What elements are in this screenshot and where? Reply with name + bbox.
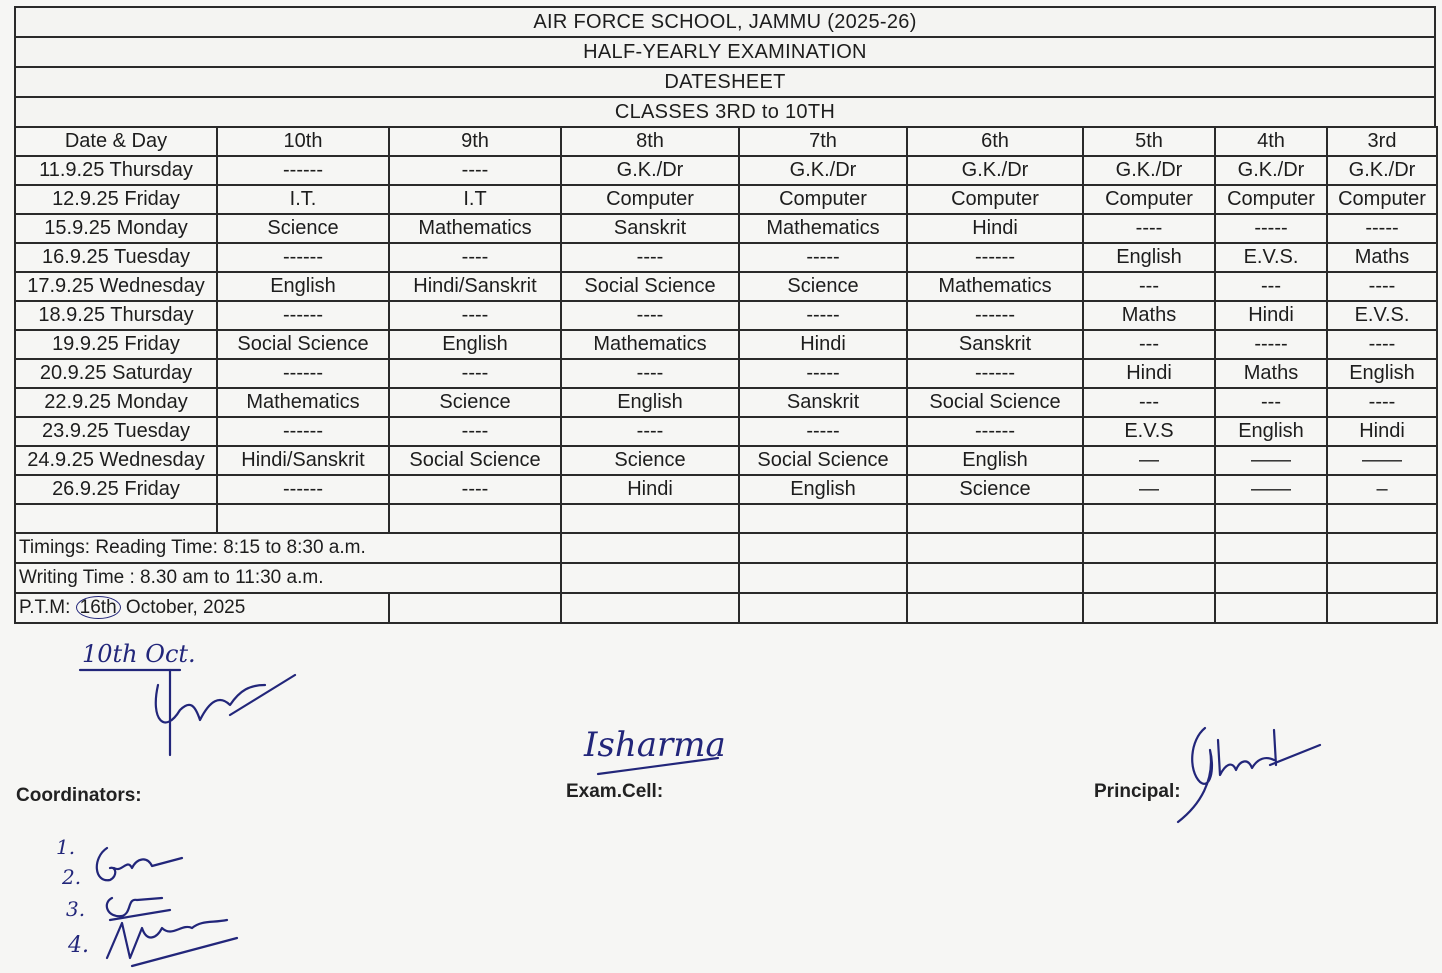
subject-cell: Mathematics: [739, 214, 907, 243]
subject-cell: G.K./Dr: [1327, 156, 1437, 185]
subject-cell: —: [1083, 446, 1215, 475]
subject-cell: Hindi: [561, 475, 739, 504]
handwritten-note-and-signature: [70, 630, 310, 765]
subject-cell: ---: [1083, 388, 1215, 417]
table-header-row: [15, 127, 1437, 156]
date-cell: 16.9.25 Tuesday: [15, 243, 217, 272]
subject-cell: ------: [217, 243, 389, 272]
writing-time-row: [15, 563, 1437, 593]
column-header: 4th: [1215, 127, 1327, 156]
subject-cell: G.K./Dr: [907, 156, 1083, 185]
date-cell: 12.9.25 Friday: [15, 185, 217, 214]
subject-cell: ------: [907, 417, 1083, 446]
handwritten-note: 10th Oct.: [82, 640, 196, 668]
table-row: [15, 388, 1437, 417]
subject-cell: Maths: [1083, 301, 1215, 330]
table-row: [15, 446, 1437, 475]
subject-cell: -----: [739, 243, 907, 272]
subject-cell: English: [1215, 417, 1327, 446]
subject-cell: Sanskrit: [907, 330, 1083, 359]
column-header: 10th: [217, 127, 389, 156]
subject-cell: Science: [907, 475, 1083, 504]
subject-cell: ----: [389, 301, 561, 330]
subject-cell: I.T: [389, 185, 561, 214]
coordinator-number: 2.: [62, 865, 82, 889]
column-header: 8th: [561, 127, 739, 156]
table-row: [15, 359, 1437, 388]
subject-cell: ——: [1215, 446, 1327, 475]
subject-cell: English: [217, 272, 389, 301]
subject-cell: -----: [739, 301, 907, 330]
principal-signature: [1170, 710, 1340, 830]
subject-cell: Hindi: [1215, 301, 1327, 330]
column-header: 9th: [389, 127, 561, 156]
subject-cell: Hindi: [907, 214, 1083, 243]
subject-cell: Hindi: [1083, 359, 1215, 388]
subject-cell: Computer: [1083, 185, 1215, 214]
subject-cell: Science: [217, 214, 389, 243]
subject-cell: English: [739, 475, 907, 504]
ptm-label: P.T.M:: [19, 597, 76, 618]
subject-cell: Computer: [907, 185, 1083, 214]
exam-cell-label: Exam.Cell:: [566, 781, 664, 802]
table-row: [15, 272, 1437, 301]
coordinator-signature: [156, 670, 295, 755]
subject-cell: ----: [389, 475, 561, 504]
subject-cell: ----: [1327, 388, 1437, 417]
subject-cell: ------: [907, 243, 1083, 272]
subject-cell: ------: [217, 359, 389, 388]
column-header: 6th: [907, 127, 1083, 156]
subject-cell: Maths: [1327, 243, 1437, 272]
subject-cell: I.T.: [217, 185, 389, 214]
subject-cell: Science: [561, 446, 739, 475]
coordinators-signatures: [52, 828, 262, 973]
subject-cell: English: [1327, 359, 1437, 388]
subject-cell: Hindi: [739, 330, 907, 359]
subject-cell: G.K./Dr: [1215, 156, 1327, 185]
subject-cell: —: [1083, 475, 1215, 504]
subject-cell: -----: [739, 417, 907, 446]
subject-cell: Social Science: [907, 388, 1083, 417]
subject-cell: English: [1083, 243, 1215, 272]
datesheet: [14, 6, 1436, 624]
school-name: AIR FORCE SCHOOL, JAMMU (2025-26): [533, 10, 917, 33]
subject-cell: ----: [389, 156, 561, 185]
table-row: [15, 330, 1437, 359]
subject-cell: ----: [389, 243, 561, 272]
ptm-month-year: October, 2025: [120, 597, 246, 618]
subject-cell: ----: [1327, 272, 1437, 301]
subject-cell: ---: [1083, 272, 1215, 301]
subject-cell: Computer: [561, 185, 739, 214]
subject-cell: -----: [1215, 330, 1327, 359]
blank-row: [15, 504, 1437, 533]
coordinator-signature-3: [107, 920, 237, 966]
subject-cell: -----: [739, 359, 907, 388]
exam-cell-signature-text: Isharma: [584, 725, 726, 765]
subject-cell: Science: [389, 388, 561, 417]
table-row: [15, 417, 1437, 446]
subject-cell: Mathematics: [217, 388, 389, 417]
subject-cell: Hindi/Sanskrit: [217, 446, 389, 475]
subject-cell: E.V.S.: [1215, 243, 1327, 272]
subject-cell: Science: [739, 272, 907, 301]
date-cell: 23.9.25 Tuesday: [15, 417, 217, 446]
table-row: [15, 156, 1437, 185]
subject-cell: ----: [561, 417, 739, 446]
coordinator-number: 4.: [68, 933, 89, 958]
date-cell: 18.9.25 Thursday: [15, 301, 217, 330]
subject-cell: Mathematics: [389, 214, 561, 243]
date-cell: 22.9.25 Monday: [15, 388, 217, 417]
subject-cell: ------: [217, 417, 389, 446]
exam-cell-signature: [578, 712, 738, 782]
coordinator-signature-2: [107, 898, 170, 920]
subject-cell: Mathematics: [907, 272, 1083, 301]
ptm-date: [15, 593, 389, 623]
subject-cell: ----: [561, 301, 739, 330]
column-header: 3rd: [1327, 127, 1437, 156]
subject-cell: ----: [389, 417, 561, 446]
school-title: [14, 6, 1436, 36]
subject-cell: English: [907, 446, 1083, 475]
subject-cell: G.K./Dr: [739, 156, 907, 185]
subject-cell: E.V.S: [1083, 417, 1215, 446]
subject-cell: Computer: [739, 185, 907, 214]
coordinators-label: Coordinators:: [16, 785, 142, 806]
subject-cell: ---: [1215, 272, 1327, 301]
subject-cell: Social Science: [739, 446, 907, 475]
subject-cell: Computer: [1327, 185, 1437, 214]
column-header: Date & Day: [15, 127, 217, 156]
subject-cell: Hindi/Sanskrit: [389, 272, 561, 301]
subject-cell: ------: [217, 156, 389, 185]
subject-cell: Social Science: [217, 330, 389, 359]
table-row: [15, 214, 1437, 243]
date-cell: 15.9.25 Monday: [15, 214, 217, 243]
coordinator-signature-1: [97, 848, 182, 880]
table-row: [15, 475, 1437, 504]
subject-cell: Sanskrit: [561, 214, 739, 243]
date-cell: 17.9.25 Wednesday: [15, 272, 217, 301]
subject-cell: ----: [561, 243, 739, 272]
subject-cell: ----: [389, 359, 561, 388]
ptm-day: 16th: [76, 596, 121, 619]
coordinator-number: 3.: [66, 897, 86, 921]
subject-cell: ------: [907, 301, 1083, 330]
doc-title: DATESHEET: [664, 70, 786, 93]
subject-cell: -----: [1215, 214, 1327, 243]
classes-title: CLASSES 3RD to 10TH: [614, 100, 836, 123]
subject-cell: English: [561, 388, 739, 417]
subject-cell: Hindi: [1327, 417, 1437, 446]
date-cell: 19.9.25 Friday: [15, 330, 217, 359]
exam-title-row: [14, 36, 1436, 66]
subject-cell: English: [389, 330, 561, 359]
table-row: [15, 243, 1437, 272]
subject-cell: Mathematics: [561, 330, 739, 359]
reading-time: Timings: Reading Time: 8:15 to 8:30 a.m.: [15, 533, 561, 563]
writing-time: Writing Time : 8.30 am to 11:30 a.m.: [15, 563, 561, 593]
reading-time-row: [15, 533, 1437, 563]
subject-cell: ——: [1327, 446, 1437, 475]
exam-title: HALF-YEARLY EXAMINATION: [583, 40, 867, 63]
date-cell: 11.9.25 Thursday: [15, 156, 217, 185]
coordinator-number: 1.: [56, 835, 76, 859]
doc-title-row: [14, 66, 1436, 96]
datesheet-table: [14, 126, 1438, 624]
subject-cell: Social Science: [561, 272, 739, 301]
subject-cell: –: [1327, 475, 1437, 504]
subject-cell: ---: [1215, 388, 1327, 417]
subject-cell: ----: [561, 359, 739, 388]
subject-cell: ----: [1327, 330, 1437, 359]
subject-cell: ——: [1215, 475, 1327, 504]
subject-cell: Computer: [1215, 185, 1327, 214]
table-row: [15, 185, 1437, 214]
subject-cell: G.K./Dr: [561, 156, 739, 185]
column-header: 5th: [1083, 127, 1215, 156]
subject-cell: G.K./Dr: [1083, 156, 1215, 185]
subject-cell: Social Science: [389, 446, 561, 475]
subject-cell: ------: [217, 475, 389, 504]
subject-cell: Sanskrit: [739, 388, 907, 417]
table-row: [15, 301, 1437, 330]
subject-cell: ----: [1083, 214, 1215, 243]
date-cell: 26.9.25 Friday: [15, 475, 217, 504]
subject-cell: Maths: [1215, 359, 1327, 388]
principal-label: Principal:: [1094, 781, 1181, 802]
date-cell: 20.9.25 Saturday: [15, 359, 217, 388]
subject-cell: -----: [1327, 214, 1437, 243]
ptm-row: [15, 593, 1437, 623]
column-header: 7th: [739, 127, 907, 156]
subject-cell: ------: [217, 301, 389, 330]
subject-cell: ---: [1083, 330, 1215, 359]
date-cell: 24.9.25 Wednesday: [15, 446, 217, 475]
principal-signature-stroke: [1178, 728, 1320, 822]
subject-cell: ------: [907, 359, 1083, 388]
classes-title-row: [14, 96, 1436, 126]
subject-cell: E.V.S.: [1327, 301, 1437, 330]
